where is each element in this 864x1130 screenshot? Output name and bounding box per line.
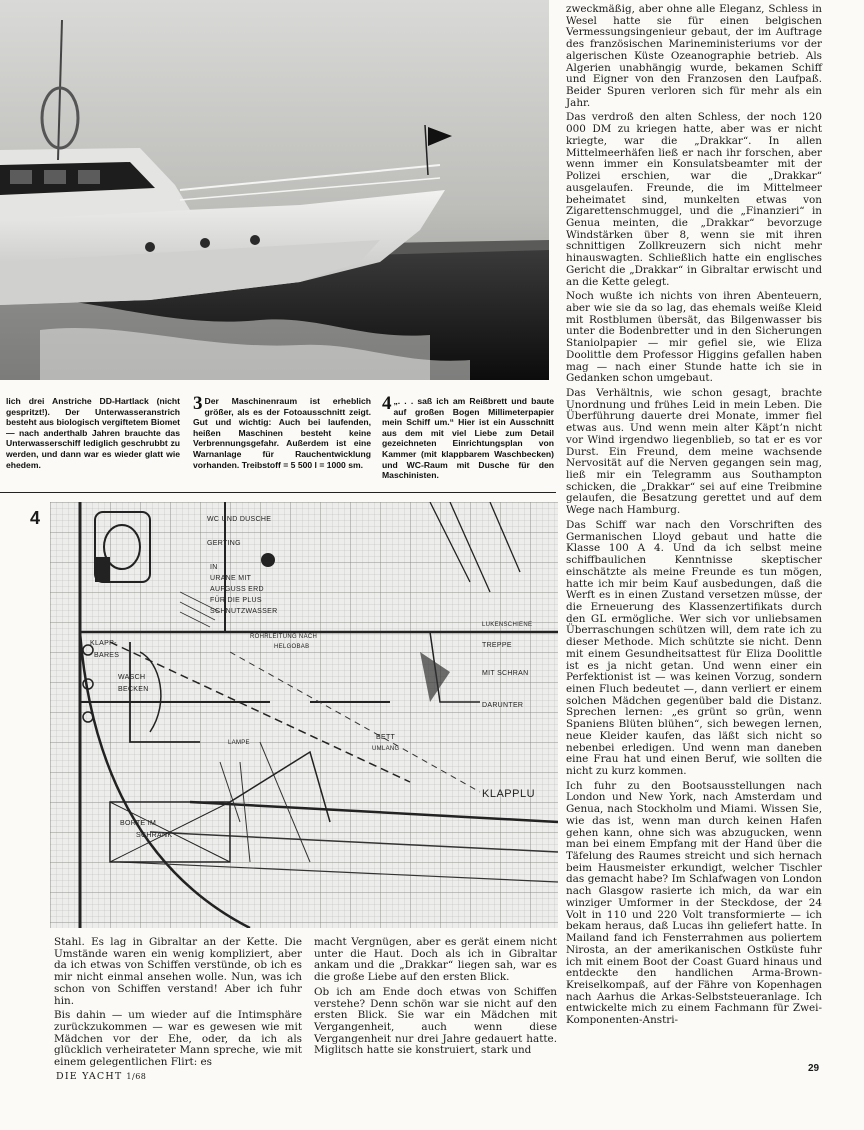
- label-urane-5: SCHNUTZWASSER: [210, 608, 278, 615]
- paragraph: Ich fuhr zu den Bootsausstellungen nach London und New York, nach Amsterdam und Genua, nach Stockholm und Miami. Wissen Sie, wie das ist, wenn man durch keinen Hafen gehen kann, ohne sich was abzugucken, wenn man bei einem Empfang mit der Hand über die Täfelung des Raumes streicht und sich hernach beim Hausmeister erkundigt, welcher Tischler das gemacht habe? Im Schlafwagen von London nach Glasgow rasierte ich mich, da war ein winziger Umformer in der Steckdose, der 24 Volt in 110 und 220 Volt transformierte — ich bekam heraus, daß Lucas ihn geliefert hatte. In Mailand fand ich Fensterrahmen aus poliertem Nirosta, an der amerikanischen Ostküste fuhr ich mit einem Boot der Coast Guard hinaus und entdeckte den handlichen Arma-Brown-Kreiselkompaß, auf der Fähre von Kopenhagen nach Aarhus die Arkas-Selbststeueranlage. Ich entwickelte mich zu einem Fachmann für Zwei-Komponenten-Anstri-: [566, 779, 822, 1027]
- label-treppe-4: DARUNTER: [482, 702, 524, 709]
- label-urane: IN: [210, 564, 218, 571]
- label-klapp: KLAPP-: [90, 640, 117, 647]
- paragraph: Das verdroß den alten Schless, der noch 120 000 DM zu kriegen hatte, aber was er nicht kriegte, war die „Drakkar“. In allen Mittelmeerhäfen ließ er nach ihr forschen, aber wenn immer ein Konsulatsbeamter mit der Polizei erschien, war die „Drakkar“ ausgelaufen. Freunde, die im Mittelmeer beheimatet sind, munkelten etwas von Zigarettenschmuggel, und die „Finanzieri“ in Genua meinten, die „Drakkar“ bevorzuge Windstärken über 8, wenn sie mit ihren schnittigen Zollkreuzern sich nicht mehr hinauswagten. Schließlich hatte ein englisches Gericht die „Drakkar“ in Gibraltar erwischt und an die Kette gelegt.: [566, 111, 822, 288]
- page-number: 29: [808, 1063, 820, 1074]
- label-meldung: ROHRLEITUNG NACH: [250, 634, 318, 640]
- caption-4-number: 4: [382, 393, 392, 414]
- label-wasch-2: BECKEN: [118, 686, 149, 693]
- caption-2: [6, 396, 180, 470]
- label-treppe-1: LUKENSCHIENE: [482, 622, 533, 628]
- label-klapp-2: BARES: [94, 652, 120, 659]
- label-urane-3: AUFGUSS ERD: [210, 586, 264, 593]
- paragraph: Ob ich am Ende doch etwas von Schiffen verstehe? Denn schön war sie nicht auf den ersten Blick. Sie war ein Mädchen mit Vergangenheit, auch wenn diese Vergangenheit nur drei Jahre gedauert hatte. Miglitsch hatte sie konstruiert, stark und: [314, 985, 557, 1057]
- label-treppe-3: MIT SCHRAN: [482, 670, 529, 677]
- caption-3: [193, 393, 371, 470]
- paragraph: Stahl. Es lag in Gibraltar an der Kette. Die Umstände waren ein wenig kompliziert, aber da ich etwas von Schiffen verstünde, ob ich es mir nicht einmal ansehen wolle. Nun, was ich schon von Schiffen verstand! Aber ich fuhr hin.: [54, 936, 302, 1007]
- label-meldung-2: HELGOBAB: [274, 644, 310, 650]
- label-urane-4: FÜR DIE PLUS: [210, 597, 262, 604]
- paragraph: Das Schiff war nach den Vorschriften des Germanischen Lloyd gebaut und hatte die Klasse 100 A 4. Und da ich selbst meine schiffbaulichen Kenntnisse skeptischer einschätzte als meine Freunde es tun mögen, hatte ich mir beim Kauf ausbedungen, daß die Werft es in einen Zustand versetzen müsse, der die Erneuerung des Klassenzertifikats durch den GL ermögliche. Wer sich vor unliebsamen Überraschungen schützen will, dem rate ich zu dieser Methode. Mich schützte sie nicht. Denn mit einem Gesundheitsattest für Eliza Doolittle ist es ja nicht getan. Und wenn einer ein Perfektionist ist — was keinen Vorzug, sondern einen Fluch bedeutet —, dann verliert er einem solchen Mädchen gegenüber bald die Distanz. Sprechen lernen: „es grünt so grün, wenn Spaniens Blüten blühen“, sich bewegen lernen, neue Kleider kaufen, das läßt sich nicht so nebenbei erledigen. Und wenn man daneben eine Frau hat und einen Beruf, wie sollten die nicht zu kurz kommen.: [566, 518, 822, 777]
- magazine-name: DIE YACHT: [56, 1071, 123, 1082]
- paragraph: zweckmäßig, aber ohne alle Eleganz, Schless in Wesel hatte sie für einen belgischen Vermessungsingenieur gebaut, der im Auftrage des französischen Marineministeriums vor der algerischen Küste Ozeanographie betrieb. Als Algerien unabhängig wurde, bekamen Schiff und Eigner von den Franzosen den Laufpaß. Beider Spuren verloren sich für mehr als ein Jahr.: [566, 3, 822, 109]
- paragraph: Das Verhältnis, wie schon gesagt, brachte Unordnung und frühes Leid in mein Leben. Die Überführung dauerte drei Monate, immer fiel etwas aus. Und wenn mein alter Käpt’n nicht vor Wind irgendwo liegenblieb, so tat er es vor Durst. Ein Freund, dem meine wachsende Nervosität auf die Nerven gegangen sein mag, ließ mir ein Telegramm aus Southampton schicken, die „Drakkar“ sei auf eine Treibmine gelaufen, die Besatzung gerettet und auf dem Wege nach Hamburg.: [566, 387, 822, 517]
- paragraph: Bis dahin — um wieder auf die Intimsphäre zurückzukommen — war es gewesen wie mit Mädchen vor der Ehe, oder, da ich als glücklich verheirateter Mann spreche, wie mit einem gelegentlichen Flirt: es: [54, 1009, 302, 1069]
- label-klapplu: KLAPPLU: [482, 788, 536, 800]
- cabin-plan-drawing: [50, 502, 558, 928]
- label-dusche: WC UND DUSCHE: [207, 516, 272, 523]
- paragraph: macht Vergnügen, aber es gerät einem nicht unter die Haut. Doch als ich in Gibraltar ankam und die „Drakkar“ liegen sah, war es die große Liebe auf den ersten Blick.: [314, 936, 557, 984]
- caption-3-text: Der Maschinenraum ist erheblich größer, als es der Fotoausschnitt zeigt. Gut und wichtig: Auch bei laufenden, heißen Maschinen besteht keine Verbrennungsgefahr. Außerdem ist eine Warnanlage für Rauchentwicklung vorhanden. Treibstoff = 5 500 l = 1000 sm.: [193, 396, 371, 470]
- caption-2-text: lich drei Anstriche DD-Hartlack (nicht gespritzt!). Der Unterwasseranstrich besteht aus biologisch vergiftetem Biomet — nach anderthalb Jahren brauchte das Unterwasserschiff lediglich geschrubbt zu werden, und dann war es wieder glatt wie ehedem.: [6, 396, 180, 470]
- issue-number: 1/68: [126, 1072, 147, 1081]
- paragraph: Noch wußte ich nichts von ihren Abenteuern, aber wie sie da so lag, das ehemals weiße Kleid mit Rostblumen übersät, das Bilgenwasser bis unter die Bodenbretter und in den Sicherungen Staniolpapier — mir gefiel sie, wie Eliza Doolittle dem Professor Higgins gefallen haben mag — nach einer Stunde hatte ich sie in Gedanken schon umgebaut.: [566, 290, 822, 385]
- bottom-left-text: [54, 937, 302, 1072]
- label-bett: BETT: [376, 734, 396, 741]
- label-gerting: GERTING: [207, 540, 241, 547]
- magazine-footer: [56, 1071, 146, 1082]
- label-urane-2: URANE MIT: [210, 575, 252, 582]
- label-wasch: WASCH: [118, 674, 146, 681]
- caption-4-text: „. . . saß ich am Reißbrett und baute auf großen Bogen Millimeterpapier mein Schiff um.“ Hier ist ein Ausschnitt aus dem mit viel Liebe zum Detail gezeichneten Einrichtungsplan von Kammer (mit klappbarem Waschbecken) und WC-Raum mit Dusche für den Maschinisten.: [382, 396, 554, 481]
- label-bett-2: UMLANG: [372, 746, 400, 752]
- label-treppe-2: TREPPE: [482, 642, 512, 649]
- label-lampe: LAMPE: [228, 740, 250, 746]
- caption-3-number: 3: [193, 393, 203, 414]
- caption-divider: [0, 492, 556, 493]
- right-column-text: [566, 4, 822, 1030]
- label-borte-2: SCHRANK: [136, 832, 173, 839]
- figure-number: 4: [30, 508, 41, 528]
- caption-4: [382, 393, 554, 481]
- label-borte: BORTE IM: [120, 820, 157, 827]
- yacht-photo: [0, 0, 549, 380]
- bottom-middle-text: [314, 937, 557, 1060]
